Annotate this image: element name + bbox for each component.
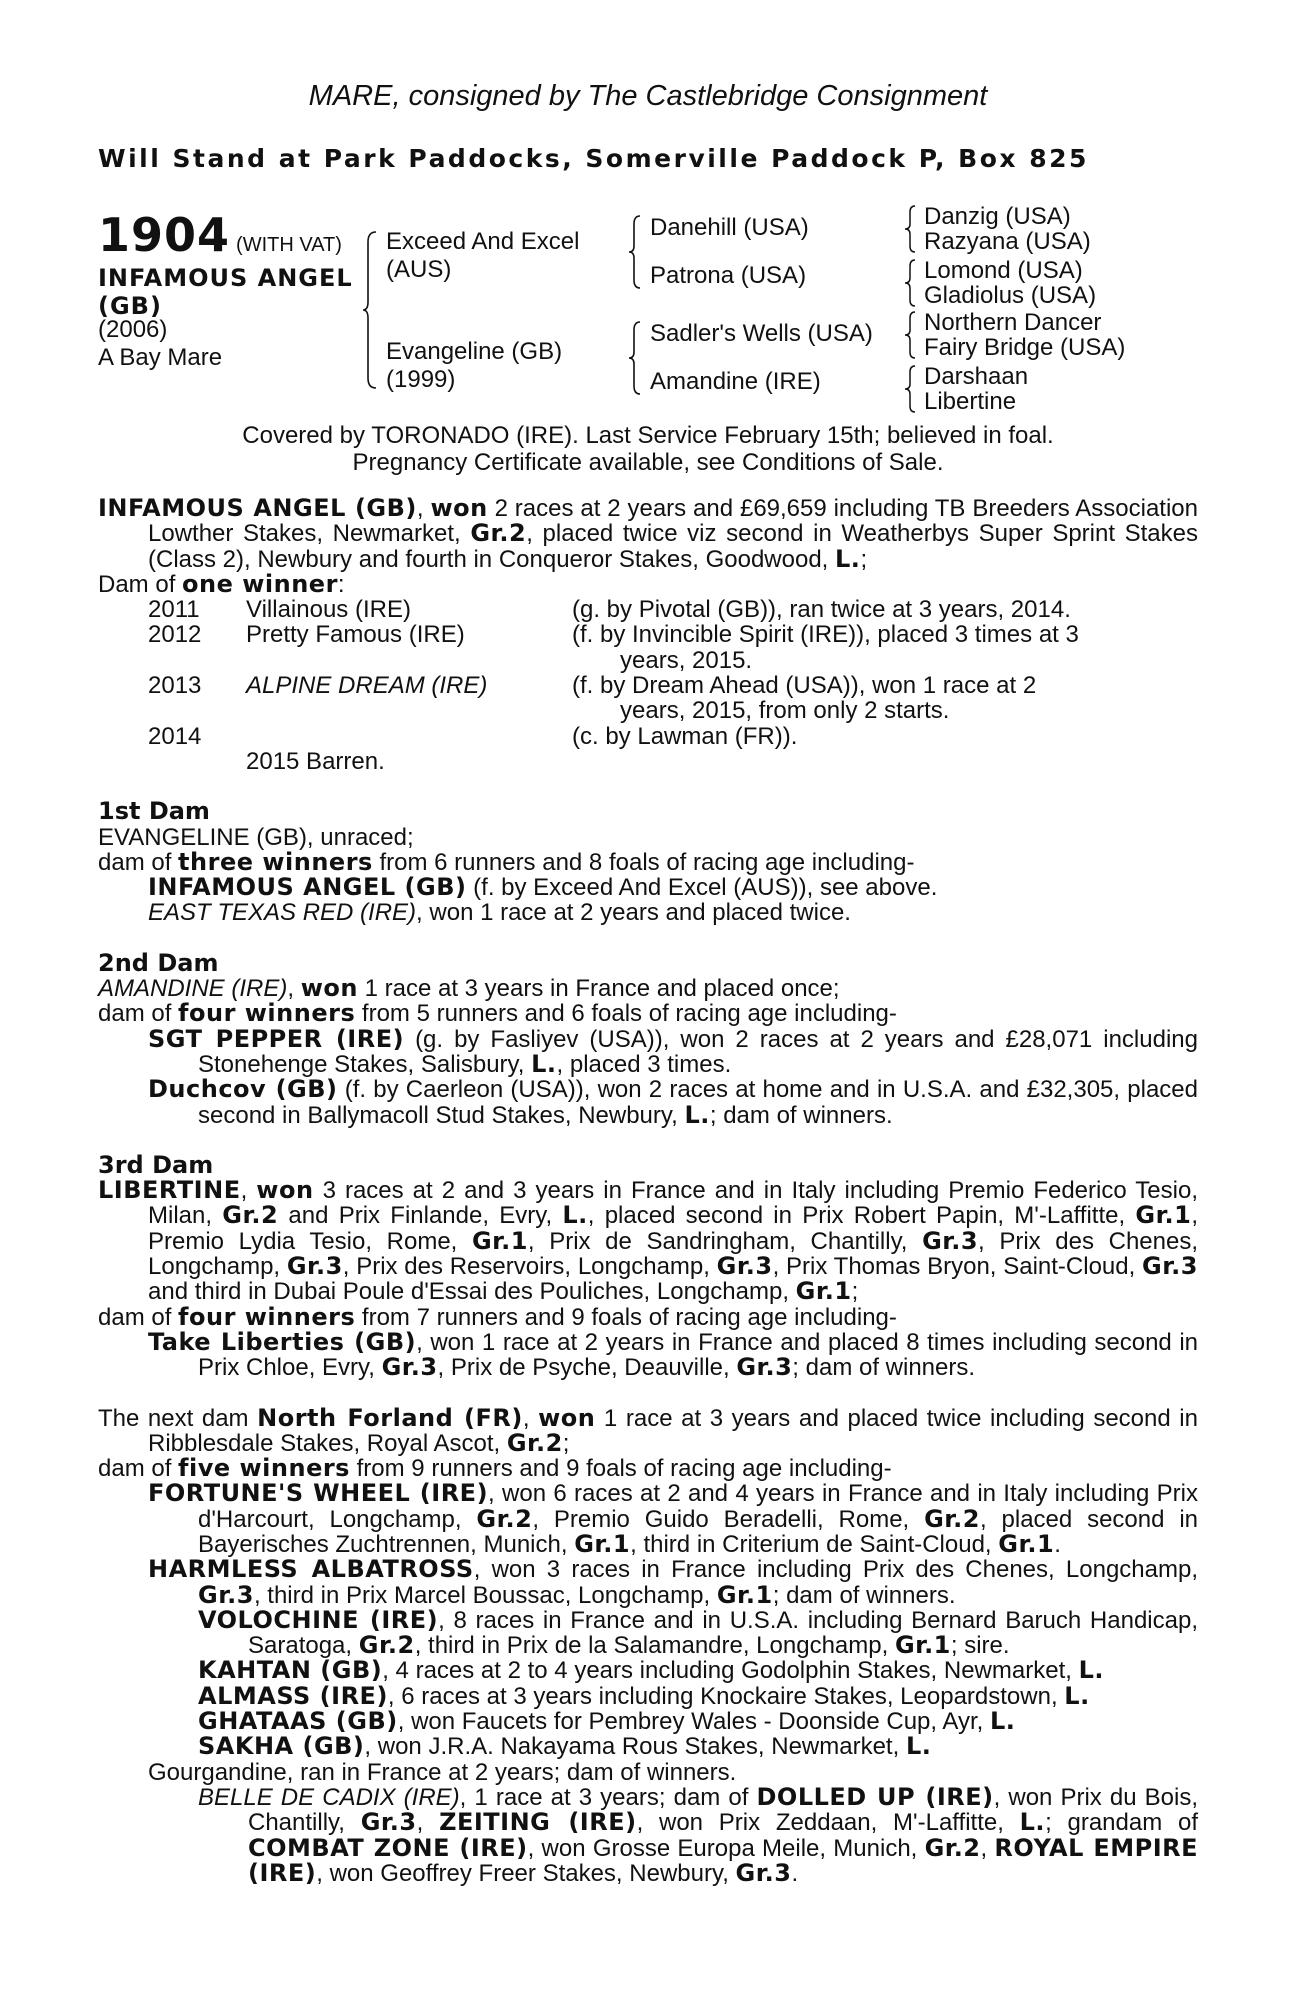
lot-heading (98, 208, 342, 262)
txt: 1 race at 3 years and placed twice including second in Ribblesdale Stakes, Royal Ascot, (148, 1404, 1198, 1457)
txt: dam of (98, 848, 179, 876)
txt: , won Geoffrey Freer Stakes, Newbury, (316, 1859, 736, 1887)
txt: , won Prix Zeddaan, M'-Laffitte, (636, 1809, 1020, 1837)
sire (386, 228, 579, 284)
mare-record (98, 496, 1198, 572)
grade: L. (835, 544, 861, 573)
txt: , Premio Lydia Tesio, Rome, (148, 1202, 1199, 1255)
pedigree-brace-g3b (904, 258, 918, 308)
txt: dam of (98, 1000, 179, 1028)
vat-note: (WITH VAT) (236, 234, 342, 256)
txt: , third in Criterium de Saint-Cloud, (630, 1530, 999, 1558)
first-dam-entry (98, 900, 1198, 925)
txt: ; grandam of (1045, 1809, 1198, 1837)
entry-name: FORTUNE'S WHEEL (IRE) (148, 1479, 489, 1508)
grade: Gr.2 (476, 1504, 533, 1533)
txt: from 9 runners and 9 foals of racing age including- (349, 1455, 892, 1483)
third-dam-entry (98, 1327, 1199, 1382)
horse-name-line2: (GB) (98, 292, 162, 320)
third-dam-produce-summary (98, 1302, 1198, 1331)
entry-name: GHATAAS (GB) (198, 1707, 398, 1736)
txt: , third in Prix Marcel Boussac, Longchamp, (253, 1581, 717, 1609)
produce-row (98, 673, 1198, 698)
produce-year: 2014 (148, 722, 202, 750)
txt: dam of (98, 1455, 179, 1483)
produce-row-cont (98, 648, 1198, 673)
entry-name: EAST TEXAS RED (IRE) (148, 899, 417, 927)
grade: Gr.3 (735, 1858, 792, 1887)
grade: Gr.1 (716, 1580, 773, 1609)
entry-name: BELLE DE CADIX (IRE) (198, 1783, 460, 1811)
grade: Gr.1 (471, 1226, 528, 1255)
g3-dam-sire (924, 310, 1125, 360)
grade: L. (1064, 1681, 1090, 1710)
entry-name: KAHTAN (GB) (198, 1656, 383, 1685)
pedigree-brace-sire (628, 214, 644, 290)
produce-name: Villainous (IRE) (246, 596, 411, 624)
txt: , won 1 race at 2 years in France and placed 8 times including second in Prix Chloe, Evry, (198, 1328, 1199, 1382)
ssd: Razyana (USA) (924, 228, 1091, 255)
txt: , won 1 race at 2 years and placed twice. (416, 899, 851, 927)
txt: ; dam of winners. (772, 1581, 956, 1609)
next-dam-sub-entry (98, 1658, 1198, 1683)
grade: Gr.2 (358, 1631, 415, 1660)
txt: , (240, 1177, 257, 1205)
produce-info: (g. by Pivotal (GB)), ran twice at 3 years, 2014. (572, 596, 1071, 624)
grade: Gr.2 (506, 1428, 563, 1457)
g3-dam-dam (924, 364, 1028, 414)
txt: 2 races at 2 years and £69,659 including TB Breeders Association Lowther Stakes, Newmarket, (148, 495, 1198, 548)
dam (386, 338, 562, 394)
txt: ; (562, 1429, 570, 1457)
produce-year: 2013 (148, 672, 202, 700)
txt-bold: won (256, 1176, 314, 1205)
sss: Danzig (USA) (924, 203, 1071, 230)
txt: , (416, 1809, 440, 1837)
txt: , (416, 495, 431, 522)
dsd: Fairy Bridge (USA) (924, 334, 1126, 361)
grade: Gr.3 (360, 1808, 417, 1837)
grade: Gr.1 (894, 1631, 951, 1660)
txt: from 5 runners and 6 foals of racing age including- (355, 1000, 897, 1028)
sire-line1: Exceed And Excel (386, 228, 580, 255)
sire-line2: (AUS) (386, 256, 452, 283)
txt: : (337, 570, 345, 598)
horse-name-line1: INFAMOUS ANGEL (98, 264, 353, 292)
second-dam-entry (98, 1024, 1198, 1078)
entry-name: ROYAL EMPIRE (IRE) (248, 1833, 1198, 1887)
pedigree-brace-g3a (904, 204, 918, 254)
txt: 3 races at 2 and 3 years in France and in Italy including Premio Federico Tesio, Milan, (148, 1177, 1198, 1230)
barren-note: 2015 Barren. (246, 747, 385, 775)
txt: , (522, 1404, 539, 1432)
next-dam-sub-entry (98, 1709, 1198, 1734)
produce-info-cont: years, 2015. (620, 646, 753, 674)
dam-line1: Evangeline (GB) (386, 338, 563, 365)
entry-name: LIBERTINE (98, 1176, 241, 1205)
produce-info: (f. by Invincible Spirit (IRE)), placed 3 times at 3 (572, 621, 1079, 649)
grade: L. (1078, 1656, 1104, 1685)
sire-dam: Patrona (USA) (650, 262, 807, 289)
grade: Gr.1 (998, 1529, 1055, 1558)
grade: L. (905, 1732, 932, 1761)
grade: Gr.3 (381, 1353, 438, 1382)
txt-bold: won (538, 1403, 596, 1432)
grade: Gr.3 (1142, 1252, 1198, 1281)
produce-info: (f. by Dream Ahead (USA)), won 1 race at 2 (572, 672, 1037, 700)
second-dam-entry (98, 1077, 1198, 1128)
horse-name (98, 264, 353, 320)
txt: ; dam of winners. (709, 1101, 893, 1129)
next-dam-sub-entry (98, 1734, 1198, 1759)
txt: , 6 races at 3 years including Knockaire Stakes, Leopardstown, (387, 1682, 1065, 1710)
next-dam-record (98, 1403, 1198, 1457)
stand-location: Will Stand at Park Paddocks, Somerville Paddock P, Box 825 (98, 144, 1089, 173)
produce-year: 2011 (148, 596, 200, 624)
txt: , Prix des Reservoirs, Longchamp, (342, 1253, 717, 1281)
consignor-line: MARE, consigned by The Castlebridge Consignment (308, 80, 988, 112)
next-dam-sub-entry (98, 1782, 1199, 1887)
txt: , placed second in Prix Robert Papin, M'-Laffitte, (587, 1202, 1136, 1230)
txt: , won Prix du Bois, Chantilly, (248, 1783, 1199, 1837)
txt: , won Grosse Europa Meile, Munich, (527, 1834, 925, 1862)
produce-row (98, 724, 1198, 749)
grade: Gr.2 (222, 1201, 279, 1230)
txt: , won 3 races in France including Prix des Chenes, Longchamp, (473, 1556, 1198, 1584)
txt-bold: four winners (178, 1302, 356, 1331)
entry-name: Take Liberties (GB) (148, 1327, 417, 1356)
txt-bold: four winners (178, 999, 356, 1028)
txt: (f. by Caerleon (USA)), won 2 races at home and in U.S.A. and £32,305, placed second in Ballymacoll Stud Stakes, Newbury, (198, 1076, 1198, 1129)
txt-bold: five winners (178, 1454, 350, 1483)
entry-name: ZEITING (IRE) (439, 1808, 637, 1837)
dam-sire: Sadler's Wells (USA) (650, 320, 873, 347)
mare-name: INFAMOUS ANGEL (GB) (98, 494, 417, 522)
produce-row (98, 622, 1198, 647)
txt: , Prix Thomas Bryon, Saint-Cloud, (772, 1253, 1143, 1281)
grade: L. (1019, 1808, 1046, 1837)
g3-sire-sire (924, 204, 1091, 254)
txt: from 6 runners and 8 foals of racing age including- (372, 848, 915, 876)
entry-name: Duchcov (GB) (148, 1075, 338, 1104)
horse-year: (2006) (98, 316, 168, 343)
grade: L. (531, 1049, 557, 1078)
first-dam-produce-summary (98, 847, 1198, 876)
txt-bold: three winners (178, 847, 373, 876)
first-dam-entry (98, 875, 1198, 900)
txt: , Prix des Chenes, Longchamp, (148, 1227, 1199, 1281)
txt-bold: won (300, 974, 358, 1003)
txt: Dam of (98, 570, 183, 598)
grade: Gr.3 (922, 1226, 979, 1255)
txt: , placed 3 times. (556, 1050, 732, 1078)
dam-line2: (1999) (386, 366, 456, 393)
grade: Gr.2 (924, 1833, 981, 1862)
txt: , third in Prix de la Salamandre, Longchamp, (414, 1632, 895, 1660)
covering-line1: Covered by TORONADO (IRE). Last Service February 15th; believed in foal. (242, 422, 1054, 449)
lot-number: 1904 (98, 208, 231, 262)
grade: L. (562, 1201, 588, 1230)
txt: ; dam of winners. (792, 1354, 976, 1382)
first-dam-heading: 1st Dam (98, 797, 210, 826)
produce-name: Pretty Famous (IRE) (246, 621, 465, 649)
txt: and Prix Finlande, Evry, (278, 1202, 563, 1230)
txt-bold: one winner (182, 569, 338, 598)
txt: , Prix de Psyche, Deauville, (437, 1354, 737, 1382)
grade: Gr.1 (574, 1529, 631, 1558)
dam-of-line (98, 569, 1198, 598)
pedigree-brace-g3c (904, 310, 918, 360)
pedigree-brace-main (362, 230, 382, 390)
txt: 1 race at 3 years in France and placed once; (357, 975, 840, 1003)
g3-sire-dam (924, 258, 1096, 308)
second-dam-produce-summary (98, 1001, 1198, 1026)
produce-row-cont (98, 698, 1198, 723)
third-dam-heading: 3rd Dam (98, 1150, 214, 1179)
txt: ; sire. (950, 1632, 1010, 1660)
covering-line2: Pregnancy Certificate available, see Conditions of Sale. (352, 449, 944, 476)
txt: , 1 race at 3 years; dam of (459, 1783, 757, 1811)
produce-info-cont: years, 2015, from only 2 starts. (620, 697, 950, 725)
grade: L. (684, 1100, 710, 1129)
pedigree-brace-dam (628, 320, 644, 396)
entry-name: North Forland (FR) (257, 1403, 523, 1432)
third-dam-record (98, 1178, 1198, 1304)
grade: Gr.3 (736, 1353, 793, 1382)
txt: , Premio Guido Beradelli, Rome, (532, 1505, 925, 1533)
txt: . (791, 1859, 799, 1887)
next-dam-entry: Gourgandine, ran in France at 2 years; dam of winners. (148, 1758, 737, 1786)
produce-name: ALPINE DREAM (IRE) (246, 672, 488, 700)
barren-row (98, 749, 1198, 774)
next-dam-sub-entry (98, 1681, 1198, 1710)
entry-name: INFAMOUS ANGEL (GB) (148, 873, 467, 902)
txt: dam of (98, 1303, 179, 1331)
entry-name: HARMLESS ALBATROSS (148, 1555, 474, 1584)
produce-info: (c. by Lawman (FR)). (572, 722, 798, 750)
sdd: Gladiolus (USA) (924, 282, 1097, 309)
first-dam-line: EVANGELINE (GB), unraced; (98, 823, 414, 851)
txt: (f. by Exceed And Excel (AUS)), see above. (466, 874, 938, 902)
produce-row (98, 597, 1198, 622)
second-dam-line (98, 976, 1198, 1001)
sds: Lomond (USA) (924, 257, 1083, 284)
next-dam-entry (98, 1481, 1198, 1557)
next-dam-produce-summary (98, 1456, 1198, 1481)
txt: , won 6 races at 2 and 4 years in France and in Italy including Prix d'Harcourt, Longchamp, (198, 1480, 1198, 1533)
next-dam-sub-entry (98, 1605, 1198, 1660)
txt: from 7 runners and 9 foals of racing age including- (355, 1303, 897, 1331)
entry-name: SAKHA (GB) (198, 1732, 365, 1761)
txt: . (1054, 1530, 1061, 1558)
horse-details (98, 316, 222, 372)
grade: Gr.3 (198, 1580, 254, 1609)
race-record-body (98, 496, 1198, 1886)
grade: Gr.2 (924, 1504, 980, 1533)
txt: , won Faucets for Pembrey Wales - Doonside Cup, Ayr, (397, 1708, 990, 1736)
pedigree-block (98, 200, 1198, 440)
entry-name: SGT PEPPER (IRE) (148, 1024, 405, 1053)
txt: , Prix de Sandringham, Chantilly, (527, 1227, 923, 1255)
dss: Northern Dancer (924, 309, 1102, 336)
txt: The next dam (98, 1404, 258, 1432)
grade: Gr.1 (795, 1277, 852, 1306)
txt: ; (851, 1278, 859, 1306)
entry-name: ALMASS (IRE) (198, 1681, 388, 1710)
grade: Gr.3 (716, 1252, 773, 1281)
grade: Gr.1 (1135, 1201, 1192, 1230)
horse-description: A Bay Mare (98, 344, 223, 371)
pedigree-brace-g3d (904, 364, 918, 414)
entry-name: COMBAT ZONE (IRE) (248, 1833, 528, 1862)
txt: , 8 races in France and in U.S.A. including Bernard Baruch Handicap, Saratoga, (248, 1606, 1198, 1660)
entry-name: AMANDINE (IRE) (98, 975, 288, 1003)
txt: (g. by Fasliyev (USA)), won 2 races at 2 years and £28,071 including Stonehenge Stakes, Salisbury, (198, 1025, 1198, 1078)
txt: , (287, 975, 301, 1003)
sire-sire: Danehill (USA) (650, 214, 809, 241)
dam-dam: Amandine (IRE) (650, 368, 821, 395)
grade: Gr.3 (286, 1252, 343, 1281)
next-dam-entry (98, 1557, 1198, 1608)
dds: Darshaan (924, 363, 1029, 390)
covering-note (98, 422, 1198, 476)
second-dam-heading: 2nd Dam (98, 948, 219, 977)
txt: , won J.R.A. Nakayama Rous Stakes, Newmarket, (364, 1733, 906, 1761)
txt: , placed twice viz second in Weatherbys Super Sprint Stakes (Class 2), Newbury and fourth in Conqueror Stakes, Goodwood, (148, 520, 1199, 573)
txt-bold: won (430, 494, 488, 522)
txt: , (980, 1834, 995, 1862)
txt: ; (860, 545, 868, 573)
txt: , placed second in Bayerisches Zuchtrennen, Munich, (198, 1505, 1198, 1558)
grade: L. (990, 1707, 1016, 1736)
produce-year: 2012 (148, 621, 202, 649)
txt: and third in Dubai Poule d'Essai des Pouliches, Longchamp, (148, 1278, 796, 1306)
ddd: Libertine (924, 388, 1017, 415)
entry-name: VOLOCHINE (IRE) (198, 1605, 439, 1634)
txt: , 4 races at 2 to 4 years including Godolphin Stakes, Newmarket, (382, 1657, 1079, 1685)
grade: Gr.2 (470, 519, 527, 548)
entry-name: DOLLED UP (IRE) (756, 1782, 994, 1811)
